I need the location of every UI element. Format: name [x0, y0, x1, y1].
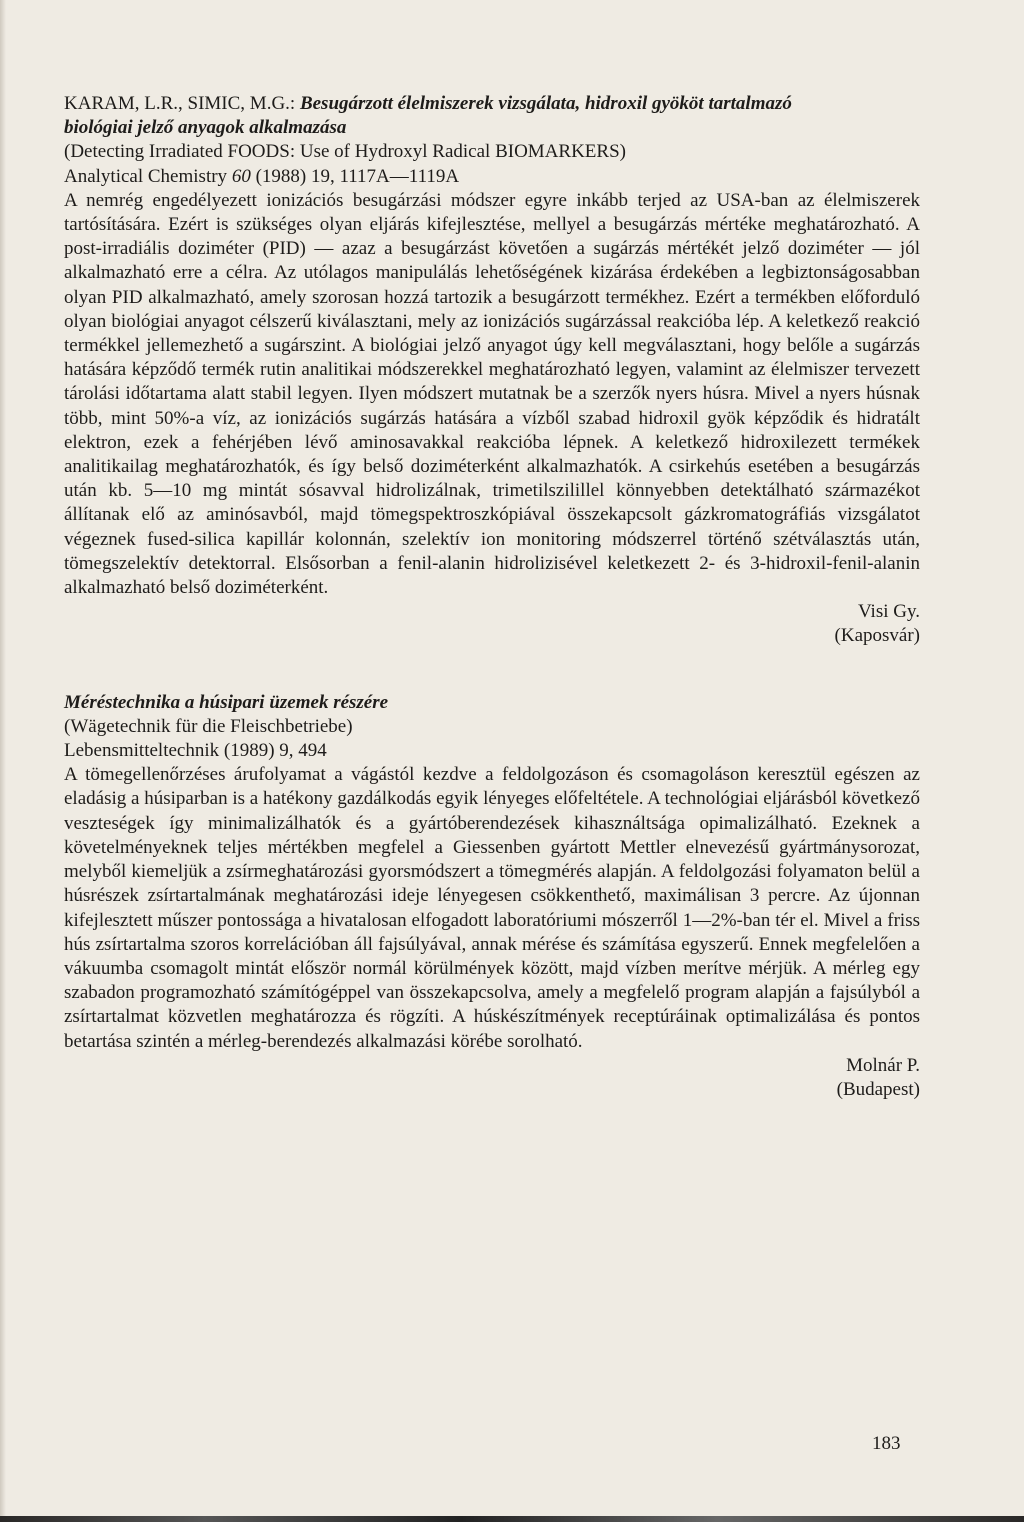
source-pages: (1988) 19, 1117A—1119A [255, 165, 460, 187]
article-body: A tömegellenőrzéses árufolyamat a vágástól kezdve a feldolgozáson és csomagoláson keresztül egészen az eladásig a húsiparban is a hatékony gazdálkodás egyik lényeges előfeltétele. A technológiai eljárásból következő veszteségek így minimalizálhatók és a gyártóberendezések kihasználtsága opimalizálható. Ezeknek a követelményeknek teljes mértékben megfelel a Giessenben gyártott Mettler elnevezésű gyártmánysorozat, melyből kiemeljük a zsírmeghatározási gyorsmódszert a tömegmérés alapján. A feldolgozási folyamaton belül a húsrészek zsírtartalmának meghatározási ideje lényegesen csökkenthető, maximálisan 3 percre. Az újonnan kifejlesztett műszer pontossága a hivatalosan elfogadott laboratóriumi mószerről 1—2%-ban tér el. Mivel a friss hús zsírtartalma szoros korrelációban áll fajsúlyával, annak mérése és számítása egyszerű. Ennek megfelelően a vákuumba csomagolt mintát először normál körülmények között, majd vízben merítve mérjük. A mérleg egy szabadon programozható számítógéppel van összekapcsolva, amely a megfelelő program alapján a fajsúlyból a zsírtartalmat közvetlen meghatározza és rögzíti. A húskészítmények receptúráinak optimalizálása és pontos betartása szintén a mérleg-berendezés alkalmazási körébe sorolható. [64, 764, 920, 1052]
article-source [64, 165, 920, 189]
article-authors: KARAM, L.R., SIMIC, M.G.: [64, 93, 296, 114]
article-title-hungarian: Besugárzott élelmiszerek vizsgálata, hidroxil gyököt tartalmazó [299, 93, 792, 114]
page-edge-shadow [0, 0, 6, 1522]
reviewer-name: Visi Gy. [857, 601, 920, 623]
article-title-german: (Wägetechnik für die Fleischbetriebe) [64, 715, 353, 737]
article-title-hungarian: Méréstechnika a húsipari üzemek részére [64, 691, 389, 713]
reviewer-location: (Budapest) [836, 1078, 920, 1100]
article-source: Lebensmitteltechnik (1989) 9, 494 [64, 740, 327, 762]
article-title-hungarian-cont: biológiai jelző anyagok alkalmazása [64, 117, 347, 139]
reviewer-location: (Kaposvár) [834, 625, 920, 647]
article-karam [64, 92, 920, 649]
bottom-edge-rule [0, 1516, 1024, 1522]
article-title-english: (Detecting Irradiated FOODS: Use of Hydroxyl Radical BIOMARKERS) [64, 141, 626, 163]
reviewer-name: Molnár P. [846, 1054, 920, 1076]
article-body: A nemrég engedélyezett ionizációs besugárzási módszer egyre inkább terjed az USA-ban az élelmiszerek tartósítására. Ezért is szükséges olyan eljárás kifejlesztése, mellyel a besugárzás mértéke meghatározható. A post-irradiális doziméter (PID) — azaz a besugárzást követően a sugárzás mértékét jelző doziméter — jól alkalmazható erre a célra. Az utólagos manipulálás lehetőségének kizárása érdekében a legbiztonságosabban olyan PID alkalmazható, amely szorosan hozzá tartozik a besugárzott termékhez. Ezért a termékben előforduló olyan biológiai anyagot célszerű kiválasztani, mely az ionizációs sugárzással reakcióba lép. A keletkező reakció termékkel jellemezhető a sugárszint. A biológiai jelző anyagot úgy kell megválasztani, hogy belőle a sugárzás hatására képződő termék rutin analitikai módszerekkel meghatározható legyen, valamint az élelmiszer tervezett tárolási időtartama alatt stabil legyen. Ilyen módszert mutatnak be a szerzők nyers húsra. Mivel a nyers húsnak több, mint 50%-a víz, az ionizációs sugárzás hatására a vízből szabad hidroxil gyök képződik és hidratált elektron, ezek a fehérjében lévő aminosavakkal reakcióba lépnek. A keletkező hidroxilezett termékek analitikailag meghatározhatók, és így belső doziméterként alkalmazhatók. A csirkehús esetében a besugárzás után kb. 5—10 mg mintát sósavval hidrolizálnak, trimetilszilillel könnyebben detektálható származékot állítanak elő az aminósavból, majd tömegspektroszkópiával összekapcsolt gázkromatográfiás vizsgálatot végeznek fused-silica kapillár kolonnán, szelektív ion monitoring módszerrel történő szétválasztás után, tömegszelektív detektorral. Elsősorban a fenil-alanin hidrolizisével keletkezett 2- és 3-hidroxil-fenil-alanin alkalmazható belső doziméterként. [64, 189, 920, 599]
page-number: 183 [872, 1433, 901, 1454]
article-heading [64, 92, 920, 189]
source-volume: 60 [231, 165, 251, 187]
source-journal: Analytical Chemistry [64, 165, 228, 187]
article-separator [64, 649, 920, 691]
page-content [64, 92, 920, 1102]
article-merestechnika [64, 691, 920, 1102]
